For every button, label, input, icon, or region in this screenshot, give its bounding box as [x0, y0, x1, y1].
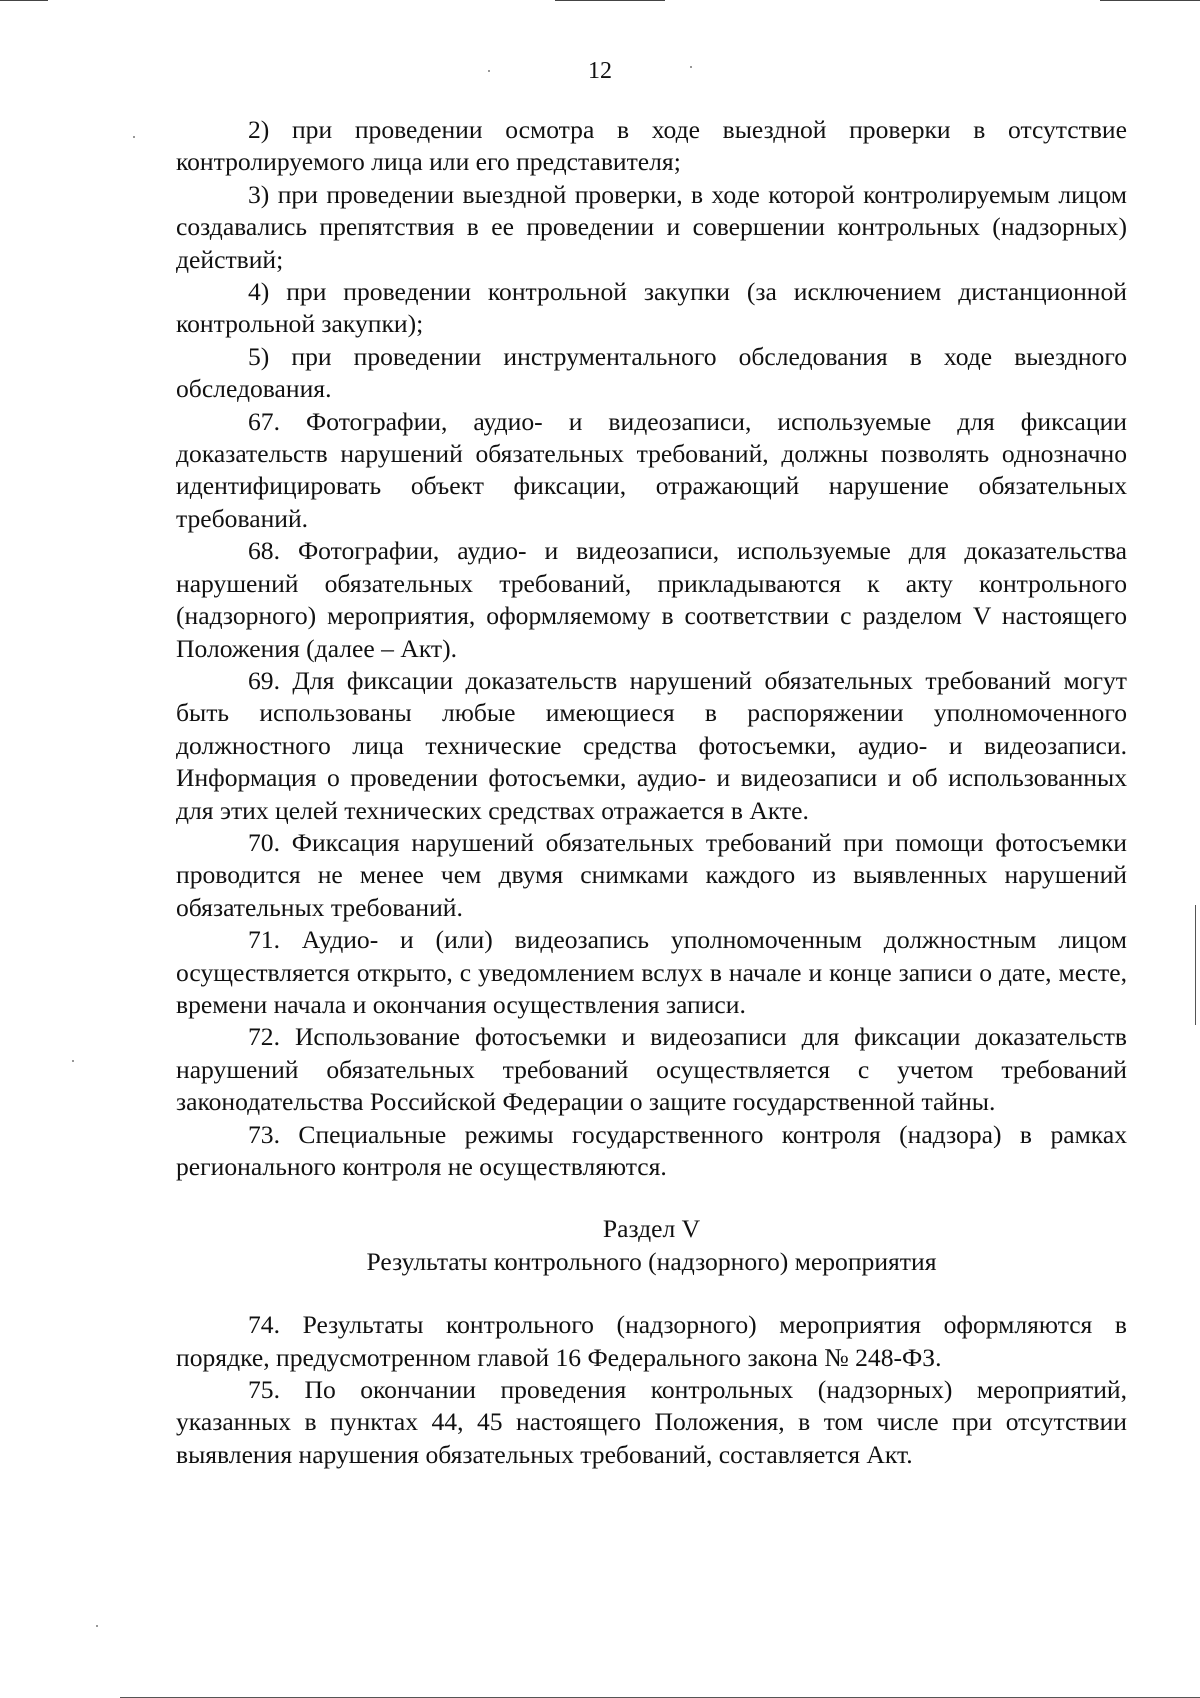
paragraph: 72. Использование фотосъемки и видеозаписи для фиксации доказательств нарушений обязательных требований осуществляется с учетом требований законодательства Российской Федерации о защите государственной тайны.: [176, 1022, 1127, 1117]
scan-edge-top-right: [1100, 0, 1200, 1]
paragraph: 75. По окончании проведения контрольных (надзорных) мероприятий, указанных в пунктах 44, 45 настоящего Положения, в том числе при отсутствии выявления нарушения обязательных требований, составляется Акт.: [176, 1375, 1127, 1469]
scan-speck: [72, 1060, 74, 1062]
section-label: Раздел V: [602, 1214, 701, 1244]
paragraph: 2) при проведении осмотра в ходе выездной проверки в отсутствие контролируемого лица или его представителя;: [176, 115, 1127, 177]
paragraph: 74. Результаты контрольного (надзорного) мероприятия оформляются в порядке, предусмотренном главой 16 Федерального закона № 248-ФЗ.: [176, 1310, 1127, 1372]
paragraph: 71. Аудио- и (или) видеозапись уполномоченным должностным лицом осуществляется открыто, с уведомлением вслух в начале и конце записи о дате, месте, времени начала и окончания осуществления записи.: [176, 925, 1127, 1019]
scan-edge-top-mid: [555, 0, 665, 1]
scan-speck: [133, 136, 135, 138]
scan-speck: [96, 1625, 98, 1627]
scan-edge-right: [1195, 905, 1196, 1025]
page-number: 12: [588, 58, 612, 84]
paragraph: 4) при проведении контрольной закупки (за исключением дистанционной контрольной закупки);: [176, 277, 1127, 339]
paragraph: 3) при проведении выездной проверки, в ходе которой контролируемым лицом создавались препятствия в ее проведении и совершении контрольных (надзорных) действий;: [176, 179, 1127, 274]
paragraph: 67. Фотографии, аудио- и видеозаписи, используемые для фиксации доказательств нарушений обязательных требований, должны позволять однозначно идентифицировать объект фиксации, отражающий нарушение обязательных требований.: [176, 406, 1127, 533]
paragraph: 69. Для фиксации доказательств нарушений обязательных требований могут быть использованы любые имеющиеся в распоряжении уполномоченного должностного лица технические средства фотосъемки, аудио- и видеозаписи. Информация о проведении фотосъемки, аудио- и видеозаписи и об использованных для этих целей технических средствах отражается в Акте.: [176, 665, 1127, 825]
section-title: Результаты контрольного (надзорного) мероприятия: [366, 1246, 937, 1276]
paragraph: 70. Фиксация нарушений обязательных требований при помощи фотосъемки проводится не менее чем двумя снимками каждого из выявленных нарушений обязательных требований.: [176, 827, 1127, 922]
paragraph: 73. Специальные режимы государственного контроля (надзора) в рамках регионального контроля не осуществляются.: [176, 1119, 1127, 1181]
document-body: [176, 114, 1127, 1471]
scan-edge-top-left: [0, 0, 48, 1]
paragraph: 5) при проведении инструментального обследования в ходе выездного обследования.: [176, 341, 1127, 404]
paragraph: 68. Фотографии, аудио- и видеозаписи, используемые для доказательства нарушений обязательных требований, прикладываются к акту контрольного (надзорного) мероприятия, оформляемому в соответствии с разделом V настоящего Положения (далее – Акт).: [176, 536, 1127, 663]
